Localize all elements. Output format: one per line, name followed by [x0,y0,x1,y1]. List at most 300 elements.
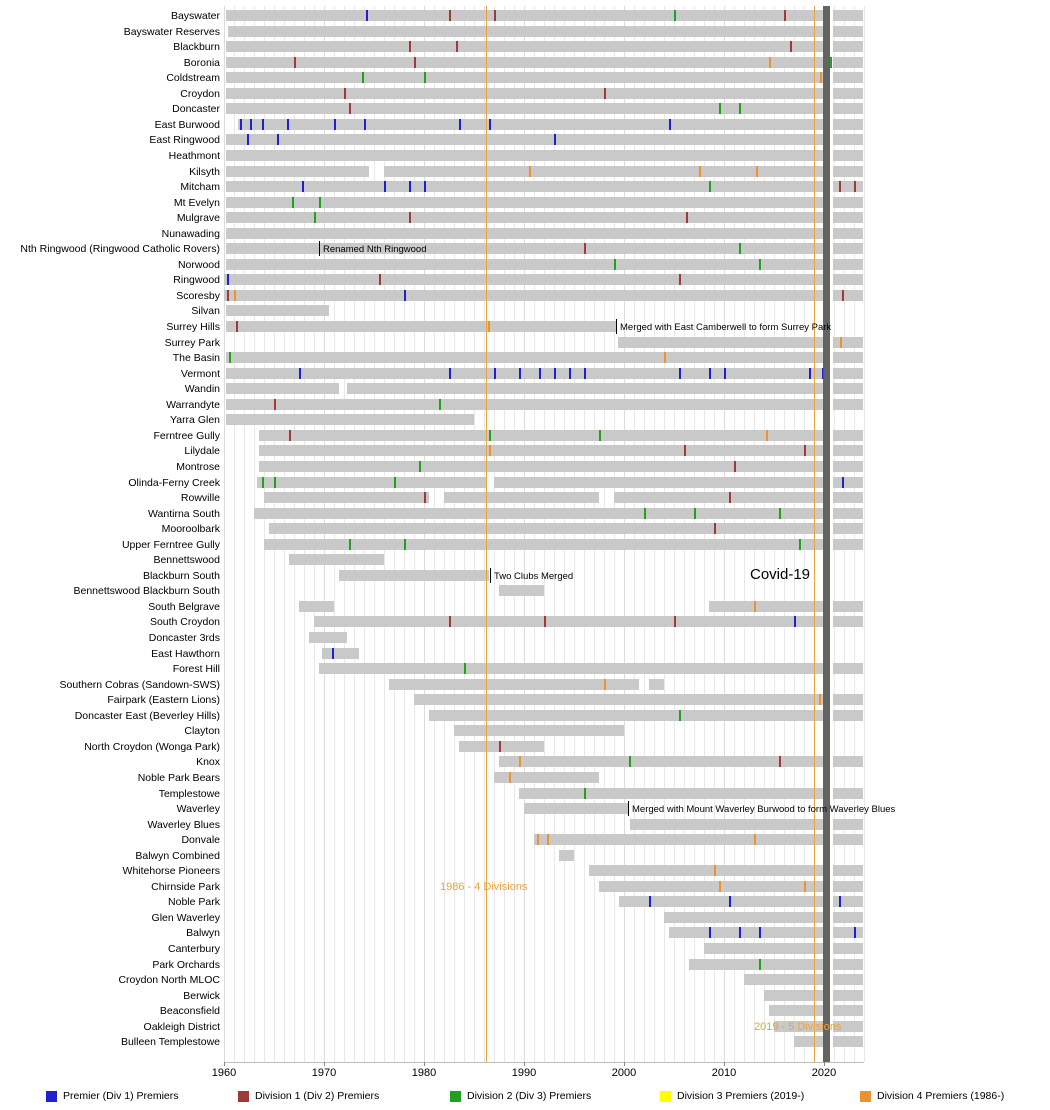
premiership-tick [539,368,541,379]
timeline-bar [833,72,863,83]
timeline-bar [833,865,863,876]
premiership-tick [519,756,521,767]
row-label: Warrandyte [166,398,220,411]
timeline-bar [833,368,863,379]
premiership-tick [599,430,601,441]
timeline-bar [259,445,824,456]
row-label: Mt Evelyn [173,196,220,209]
premiership-tick [554,134,556,145]
row-label: Templestowe [158,787,220,800]
premiership-tick [247,134,249,145]
timeline-bar [534,834,824,845]
timeline-bar [226,399,824,410]
premiership-tick [274,477,276,488]
timeline-bar [833,181,863,192]
premiership-tick [679,274,681,285]
premiership-tick [614,259,616,270]
row-label: Silvan [191,305,220,318]
premiership-tick [569,368,571,379]
premiership-tick [709,927,711,938]
chart-legend [0,1090,1050,1110]
premiership-tick [236,321,238,332]
premiership-tick [314,212,316,223]
merged-surrey-park-label: Merged with East Camberwell to form Surrey Park [620,322,832,333]
row-label: Whitehorse Pioneers [122,865,220,878]
timeline-bar [599,881,824,892]
timeline-bar [833,461,863,472]
timeline-bar [224,274,824,285]
premiership-tick [759,959,761,970]
premiership-tick [679,710,681,721]
premiership-tick [699,166,701,177]
timeline-bar [226,103,824,114]
premiership-tick [364,119,366,130]
premiership-tick [674,616,676,627]
row-label: Croydon North MLOC [118,974,220,987]
timeline-bar [833,134,863,145]
premiership-tick [302,181,304,192]
timeline-bar [226,368,824,379]
premiership-tick [227,290,229,301]
premiership-tick [464,663,466,674]
timeline-bar [833,616,863,627]
legend-swatch [860,1091,871,1102]
timeline-bar [226,383,339,394]
timeline-bar [833,88,863,99]
timeline-bar [494,477,824,488]
premiership-tick [684,445,686,456]
row-label: Park Orchards [152,958,220,971]
premiership-tick [839,181,841,192]
timeline-bar [833,756,863,767]
timeline-bar [833,819,863,830]
premiership-tick [439,399,441,410]
gridline [264,6,265,1062]
premiership-tick [229,352,231,363]
premiership-tick [409,181,411,192]
2019-5-divisions-label: 2019 - 5 Divisions [754,1020,842,1033]
timeline-bar [833,834,863,845]
timeline-bar [704,943,824,954]
timeline-bar [559,850,574,861]
renamed-nth-ringwood-marker [319,241,320,256]
premiership-tick [604,88,606,99]
gridline [864,6,865,1062]
timeline-bar [833,119,863,130]
premiership-tick [754,601,756,612]
covid-19-label: Covid-19 [750,565,811,583]
timeline-bar [833,912,863,923]
premiership-tick [739,243,741,254]
timeline-bar [833,337,863,348]
legend-swatch [238,1091,249,1102]
timeline-bar [833,57,863,68]
premiership-tick [759,927,761,938]
timeline-bar [664,912,824,923]
row-label: Balwyn Combined [135,849,220,862]
premiership-tick [384,181,386,192]
premiership-tick [842,290,844,301]
premiership-tick [709,368,711,379]
row-label: Doncaster 3rds [148,632,220,644]
premiership-tick [292,197,294,208]
premiership-tick [779,508,781,519]
premiership-tick [604,679,606,690]
premiership-tick [319,197,321,208]
timeline-bar [649,679,664,690]
timeline-bar [309,632,347,643]
premiership-tick [488,321,490,332]
row-label: Yarra Glen [170,414,220,427]
premiership-tick [766,430,768,441]
premiership-tick [664,352,666,363]
premiership-tick [489,445,491,456]
timeline-bar [299,601,334,612]
premiership-tick [794,616,796,627]
timeline-bar [499,756,824,767]
timeline-bar [833,959,863,970]
premiership-tick [584,243,586,254]
timeline-bar [833,523,863,534]
row-label: Waverley [176,803,220,816]
x-tick-label: 2010 [711,1067,737,1079]
x-tick-label: 2000 [611,1067,637,1079]
premiership-tick [404,539,406,550]
premiership-tick [790,41,792,52]
row-label: Bulleen Templestowe [120,1036,220,1049]
row-label: South Croydon [149,616,220,629]
premiership-tick [804,881,806,892]
timeline-bar [226,41,824,52]
premiership-tick [250,119,252,130]
legend-label: Division 2 (Div 3) Premiers [467,1090,592,1102]
timeline-bar [226,10,824,21]
row-label: Mitcham [180,181,220,194]
timeline-bar [833,974,863,985]
row-label: Blackburn [173,41,220,54]
premiership-tick [694,508,696,519]
x-tick [724,1062,725,1066]
row-label: Surrey Park [164,336,220,349]
premiership-tick [529,166,531,177]
row-label: Balwyn [186,927,220,940]
timeline-bar [226,352,824,363]
timeline-bar [833,477,863,488]
premiership-tick [274,399,276,410]
timeline-bar [833,694,863,705]
row-label: East Hawthorn [151,647,220,660]
legend-swatch [450,1091,461,1102]
timeline-bar [833,1036,863,1047]
category-labels [0,0,224,1062]
row-label: Croydon [180,87,220,100]
timeline-bar [589,865,824,876]
timeline-bar [833,399,863,410]
x-tick-label: 1970 [311,1067,337,1079]
row-label: Noble Park [168,896,220,909]
row-label: Olinda-Ferny Creek [128,476,220,489]
timeline-bar [226,150,824,161]
row-label: Scoresby [176,289,220,302]
timeline-bar [264,492,429,503]
premiership-tick [277,134,279,145]
timeline-bar [630,819,824,830]
x-tick-label: 1960 [211,1067,237,1079]
timeline-bar [833,430,863,441]
two-clubs-merged-label: Two Clubs Merged [494,570,574,582]
timeline-bar [833,352,863,363]
premiership-tick [739,927,741,938]
timeline-bar [429,710,824,721]
timeline-bar [833,290,863,301]
merged-surrey-park-marker [616,319,617,334]
row-label: Forest Hill [172,663,220,676]
premiership-tick [544,616,546,627]
premiership-tick [519,368,521,379]
timeline-bar [833,788,863,799]
timeline-bar [769,1005,824,1016]
row-label: Coldstream [166,72,220,85]
timeline-bar [614,492,824,503]
premiership-tick [419,461,421,472]
legend-label: Premier (Div 1) Premiers [63,1090,179,1102]
merged-waverley-blues-label: Merged with Mount Waverley Burwood to form Waverley Blues [632,804,896,816]
timeline-bar [833,896,863,907]
row-label: Beaconsfield [159,1005,220,1018]
timeline-bar [744,974,824,985]
premiership-tick [262,477,264,488]
row-label: Vermont [180,367,220,380]
timeline-bar [709,601,824,612]
x-tick-label: 1980 [411,1067,437,1079]
timeline-bar [226,181,824,192]
timeline-bar [833,990,863,1001]
x-tick [524,1062,525,1066]
timeline-bar [833,103,863,114]
timeline-bar [833,197,863,208]
premiership-tick [494,368,496,379]
division-line-2019 [814,6,815,1062]
row-label: East Burwood [154,118,220,131]
timeline-bar [226,243,824,254]
timeline-bar [669,927,824,938]
premiership-tick [262,119,264,130]
gridline [234,6,235,1062]
timeline-bar [764,990,824,1001]
row-label: North Croydon (Wonga Park) [84,740,220,753]
row-label: Lilydale [184,445,220,458]
premiership-tick [734,461,736,472]
premiership-tick [404,290,406,301]
timeline-bar [833,243,863,254]
row-label: Montrose [176,460,220,473]
premiership-tick [709,181,711,192]
row-label: Bennettswood [153,554,220,567]
row-label: Bayswater Reserves [123,25,220,38]
timeline-bar [226,72,824,83]
legend-swatch [46,1091,57,1102]
premiership-tick [584,368,586,379]
premiership-tick [456,41,458,52]
timeline-bar [833,228,863,239]
gridline [254,6,255,1062]
timeline-bar [833,274,863,285]
premiership-tick [584,788,586,799]
premiership-tick [227,274,229,285]
row-label: Berwick [183,989,220,1002]
premiership-tick [449,616,451,627]
timeline-bar [228,26,824,37]
timeline-bar [833,881,863,892]
premiership-tick [547,834,549,845]
premiership-tick [366,10,368,21]
row-label: Doncaster East (Beverley Hills) [74,709,220,722]
premiership-tick [554,368,556,379]
timeline-bar [322,648,359,659]
row-label: Waverley Blues [147,818,220,831]
row-label: Boronia [183,56,220,69]
x-tick-label: 1990 [511,1067,537,1079]
row-label: Bayswater [170,10,220,22]
legend-item [46,1090,179,1102]
row-label: Glen Waverley [151,911,220,924]
row-label: Bennettswood Blackburn South [73,585,220,598]
row-label: Norwood [177,258,220,271]
row-label: Wantirna South [148,507,220,520]
premiership-tick [819,694,821,705]
premiership-tick [349,103,351,114]
timeline-bar [833,492,863,503]
premiership-tick [459,119,461,130]
premiership-tick [799,539,801,550]
division-line-1986 [486,6,487,1062]
timeline-bar [689,959,824,970]
timeline-bar [499,585,544,596]
timeline-bar [833,383,863,394]
premiership-tick [649,896,651,907]
premiership-tick [240,119,242,130]
row-label: Donvale [181,834,220,847]
premiership-tick [334,119,336,130]
timeline-bar [269,523,824,534]
timeline-bar [347,383,824,394]
plot-area [224,6,896,1062]
1986-4-divisions-label: 1986 - 4 Divisions [440,880,528,893]
premiership-tick [674,10,676,21]
premiership-tick [289,430,291,441]
gridline [224,6,225,1062]
premiership-tick [724,368,726,379]
row-label: Nth Ringwood (Ringwood Catholic Rovers) [20,243,220,256]
row-label: Nunawading [161,227,220,240]
renamed-nth-ringwood-label: Renamed Nth Ringwood [323,244,427,256]
timeline-bar [833,539,863,550]
premiership-tick [494,10,496,21]
timeline-bar [226,134,824,145]
timeline-bar [833,259,863,270]
premiership-tick [854,927,856,938]
premiership-tick [830,57,832,68]
timeline-bar [224,290,824,301]
premiership-tick [784,10,786,21]
timeline-bar [833,601,863,612]
premiership-tick [489,119,491,130]
legend-item [860,1090,1004,1102]
legend-label: Division 1 (Div 2) Premiers [255,1090,380,1102]
premiership-tick [234,290,236,301]
timeline-bar [833,166,863,177]
timeline-bar [259,461,824,472]
row-label: Clayton [184,725,220,738]
premiership-tick [349,539,351,550]
timeline-bar [833,212,863,223]
premiership-tick [424,72,426,83]
timeline-bar [833,927,863,938]
row-label: Kilsyth [189,165,220,178]
premiership-tick [394,477,396,488]
premiership-tick [842,477,844,488]
timeline-bar [226,88,824,99]
timeline-bar [384,166,824,177]
premiership-tick [362,72,364,83]
premiership-tick [669,119,671,130]
row-label: Mooroolbark [161,523,220,536]
timeline-bar [833,1005,863,1016]
premiership-tick [686,212,688,223]
premiership-tick [714,523,716,534]
premiership-tick [729,896,731,907]
timeline-bar [339,570,489,581]
timeline-bar [264,539,824,550]
premiership-tick [769,57,771,68]
timeline-bar [226,166,369,177]
timeline-bar [226,228,824,239]
premiership-tick [779,756,781,767]
legend-swatch [660,1091,671,1102]
premiership-tick [629,756,631,767]
premiership-tick [840,337,842,348]
row-label: Canterbury [168,943,220,955]
row-label: Heathmont [168,149,220,162]
legend-label: Division 3 Premiers (2019-) [677,1090,805,1102]
row-label: Surrey Hills [166,321,220,333]
timeline-bar [254,508,824,519]
legend-label: Division 4 Premiers (1986-) [877,1090,1005,1102]
premiership-tick [756,166,758,177]
row-label: Oakleigh District [143,1020,220,1033]
row-label: Fairpark (Eastern Lions) [107,694,220,707]
premiership-tick [409,41,411,52]
premiership-tick [679,368,681,379]
premiership-tick [537,834,539,845]
x-tick-label: 2020 [811,1067,837,1079]
timeline-bar [289,554,384,565]
legend-item [450,1090,591,1102]
timeline-bar [259,430,824,441]
row-label: Knox [196,756,220,769]
timeline-bar [314,616,824,627]
premiership-tick [644,508,646,519]
premiership-tick [499,741,501,752]
x-tick [324,1062,325,1066]
row-label: Upper Ferntree Gully [121,538,220,551]
timeline-bar [226,321,616,332]
premiership-tick [344,88,346,99]
timeline-bar [833,445,863,456]
premiership-tick [287,119,289,130]
timeline-bar [238,119,824,130]
legend-item [660,1090,804,1102]
